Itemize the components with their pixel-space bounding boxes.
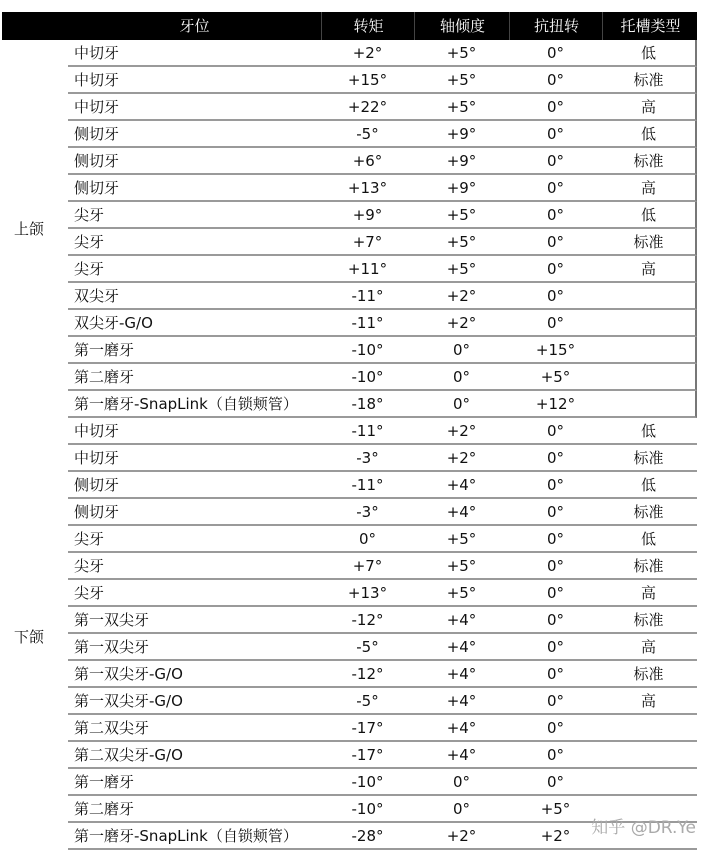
cell-torque: +13° [347, 179, 388, 197]
cell-slot-type: 低 [640, 476, 656, 494]
cell-rotation: 0° [546, 611, 565, 629]
table-row [68, 148, 697, 175]
cell-slot-type: 标准 [633, 665, 664, 683]
cell-rotation: 0° [546, 692, 565, 710]
cell-slot-type: 高 [640, 260, 656, 278]
table-row [68, 175, 697, 202]
cell-torque: -17° [351, 746, 384, 764]
cell-tip: 0° [452, 800, 471, 818]
cell-torque: +6° [352, 152, 383, 170]
cell-tip: +2° [446, 287, 477, 305]
cell-torque: -5° [356, 125, 379, 143]
cell-slot-type [602, 391, 695, 416]
cell-torque: +2° [352, 44, 383, 62]
table-row [68, 121, 697, 148]
cell-tooth: 尖牙 [74, 584, 105, 602]
cell-tip: +5° [446, 44, 477, 62]
cell-rotation: 0° [546, 44, 565, 62]
cell-tip: +4° [446, 638, 477, 656]
cell-rotation: 0° [546, 584, 565, 602]
cell-torque: -12° [351, 665, 384, 683]
cell-tooth: 尖牙 [74, 530, 105, 548]
cell-tooth: 第一磨牙-SnapLink（自锁颊管） [74, 395, 298, 413]
cell-tooth: 第一磨牙 [74, 341, 135, 359]
cell-torque: +9° [352, 206, 383, 224]
cell-slot-type: 低 [640, 530, 656, 548]
table-row [68, 364, 697, 391]
cell-tip: +2° [446, 449, 477, 467]
cell-tip: +4° [446, 746, 477, 764]
header-tooth: 牙位 [179, 17, 210, 35]
cell-tooth: 中切牙 [74, 98, 120, 116]
cell-tooth: 第二磨牙 [74, 368, 135, 386]
cell-slot-type: 高 [640, 692, 656, 710]
cell-tip: 0° [452, 395, 471, 413]
cell-rotation: 0° [546, 530, 565, 548]
table-row [68, 445, 697, 472]
cell-slot-type [602, 769, 695, 794]
table-row [68, 580, 697, 607]
cell-torque: -28° [351, 827, 384, 845]
cell-rotation: 0° [546, 557, 565, 575]
cell-tip: +9° [446, 125, 477, 143]
cell-torque: -10° [351, 341, 384, 359]
cell-tooth: 第二磨牙 [74, 800, 135, 818]
cell-rotation: 0° [546, 449, 565, 467]
header-slot-type: 托槽类型 [602, 12, 698, 40]
table-row [68, 256, 697, 283]
cell-tip: 0° [452, 773, 471, 791]
cell-tooth: 第二双尖牙-G/O [74, 746, 183, 764]
cell-tooth: 第一双尖牙-G/O [74, 692, 183, 710]
table-row [68, 715, 697, 742]
cell-slot-type: 标准 [633, 449, 664, 467]
cell-tooth: 第一磨牙-SnapLink（自锁颊管） [74, 827, 298, 845]
cell-tip: +5° [446, 260, 477, 278]
cell-rotation: 0° [546, 71, 565, 89]
cell-rotation: 0° [546, 260, 565, 278]
cell-torque: 0° [358, 530, 377, 548]
cell-tip: +4° [446, 692, 477, 710]
cell-torque: +15° [347, 71, 388, 89]
cell-rotation: 0° [546, 152, 565, 170]
table-row [68, 769, 697, 796]
table-row [68, 526, 697, 553]
cell-rotation: 0° [546, 638, 565, 656]
cell-tip: 0° [452, 341, 471, 359]
cell-tooth: 中切牙 [74, 44, 120, 62]
cell-tip: +2° [446, 314, 477, 332]
cell-tooth: 中切牙 [74, 449, 120, 467]
header-tip: 轴倾度 [414, 12, 510, 40]
cell-rotation: 0° [546, 125, 565, 143]
cell-tooth: 中切牙 [74, 71, 120, 89]
cell-rotation: +12° [535, 395, 576, 413]
cell-torque: +13° [347, 584, 388, 602]
table-row [68, 418, 697, 445]
cell-torque: -17° [351, 719, 384, 737]
cell-slot-type: 高 [640, 98, 656, 116]
cell-torque: -11° [351, 314, 384, 332]
cell-rotation: 0° [546, 179, 565, 197]
cell-tip: +5° [446, 71, 477, 89]
table-row [68, 661, 697, 688]
cell-torque: -11° [351, 476, 384, 494]
table-row [68, 553, 697, 580]
cell-torque: -12° [351, 611, 384, 629]
cell-rotation: +5° [540, 800, 571, 818]
cell-slot-type: 高 [640, 638, 656, 656]
cell-tip: +5° [446, 233, 477, 251]
cell-rotation: 0° [546, 503, 565, 521]
cell-torque: -3° [356, 503, 379, 521]
cell-tip: +5° [446, 206, 477, 224]
cell-torque: -18° [351, 395, 384, 413]
cell-rotation: 0° [546, 665, 565, 683]
cell-tooth: 尖牙 [74, 557, 105, 575]
cell-torque: -3° [356, 449, 379, 467]
cell-tip: +5° [446, 557, 477, 575]
table-row [68, 310, 697, 337]
cell-slot-type: 高 [640, 584, 656, 602]
cell-slot-type [602, 742, 695, 767]
cell-tooth: 侧切牙 [74, 152, 120, 170]
cell-torque: -11° [351, 287, 384, 305]
cell-slot-type: 标准 [633, 233, 664, 251]
header-rotation: 抗扭转 [509, 12, 603, 40]
cell-slot-type [602, 310, 695, 335]
cell-slot-type: 低 [640, 125, 656, 143]
cell-tooth: 第一双尖牙-G/O [74, 665, 183, 683]
watermark: 知乎 @DR.Ye [591, 818, 696, 838]
cell-tip: +2° [446, 827, 477, 845]
cell-tooth: 侧切牙 [74, 125, 120, 143]
cell-tip: +9° [446, 152, 477, 170]
cell-rotation: 0° [546, 773, 565, 791]
table-row [68, 94, 697, 121]
cell-torque: -11° [351, 422, 384, 440]
cell-slot-type: 高 [640, 179, 656, 197]
cell-torque: +11° [347, 260, 388, 278]
table-row [68, 472, 697, 499]
table-row [68, 742, 697, 769]
cell-tip: +2° [446, 422, 477, 440]
cell-tooth: 第一双尖牙 [74, 638, 150, 656]
cell-slot-type: 标准 [633, 557, 664, 575]
cell-torque: -5° [356, 638, 379, 656]
cell-torque: +22° [347, 98, 388, 116]
cell-rotation: +5° [540, 368, 571, 386]
cell-tooth: 双尖牙-G/O [74, 314, 153, 332]
cell-rotation: 0° [546, 719, 565, 737]
cell-tip: 0° [452, 368, 471, 386]
cell-torque: -10° [351, 368, 384, 386]
cell-rotation: 0° [546, 287, 565, 305]
cell-torque: -5° [356, 692, 379, 710]
cell-slot-type [602, 364, 695, 389]
cell-torque: -10° [351, 773, 384, 791]
cell-tip: +4° [446, 611, 477, 629]
table-row [68, 391, 697, 418]
cell-slot-type: 标准 [633, 611, 664, 629]
cell-slot-type: 标准 [633, 71, 664, 89]
cell-tooth: 第一双尖牙 [74, 611, 150, 629]
cell-tip: +4° [446, 665, 477, 683]
cell-slot-type: 低 [640, 422, 656, 440]
cell-tooth: 侧切牙 [74, 503, 120, 521]
cell-tip: +9° [446, 179, 477, 197]
table-header [2, 12, 697, 40]
cell-tooth: 侧切牙 [74, 179, 120, 197]
upper-jaw-label: 上颌 [14, 220, 45, 238]
cell-torque: +7° [352, 557, 383, 575]
table-row [68, 337, 697, 364]
cell-tip: +4° [446, 719, 477, 737]
cell-slot-type [602, 283, 695, 308]
cell-tip: +5° [446, 530, 477, 548]
table-row [68, 202, 697, 229]
cell-torque: -10° [351, 800, 384, 818]
lower-jaw-label: 下颌 [14, 628, 45, 646]
cell-tooth: 双尖牙 [74, 287, 120, 305]
table-row [68, 634, 697, 661]
cell-slot-type [602, 337, 695, 362]
table-row [68, 607, 697, 634]
cell-rotation: 0° [546, 98, 565, 116]
table-row [68, 688, 697, 715]
cell-slot-type: 低 [640, 44, 656, 62]
cell-tip: +4° [446, 476, 477, 494]
cell-tooth: 第二双尖牙 [74, 719, 150, 737]
cell-torque: +7° [352, 233, 383, 251]
cell-rotation: +2° [540, 827, 571, 845]
cell-tooth: 侧切牙 [74, 476, 120, 494]
cell-tooth: 尖牙 [74, 233, 105, 251]
cell-tooth: 尖牙 [74, 260, 105, 278]
cell-rotation: 0° [546, 422, 565, 440]
cell-rotation: 0° [546, 233, 565, 251]
cell-tip: +5° [446, 98, 477, 116]
cell-slot-type [602, 715, 695, 740]
cell-tooth: 中切牙 [74, 422, 120, 440]
table-row [68, 283, 697, 310]
cell-slot-type: 标准 [633, 503, 664, 521]
cell-tooth: 尖牙 [74, 206, 105, 224]
cell-tooth: 第一磨牙 [74, 773, 135, 791]
cell-rotation: 0° [546, 206, 565, 224]
header-torque: 转矩 [321, 12, 415, 40]
cell-rotation: +15° [535, 341, 576, 359]
cell-slot-type: 标准 [633, 152, 664, 170]
cell-slot-type: 低 [640, 206, 656, 224]
table-row [68, 67, 697, 94]
cell-rotation: 0° [546, 314, 565, 332]
cell-rotation: 0° [546, 476, 565, 494]
table-row [68, 499, 697, 526]
cell-tip: +5° [446, 584, 477, 602]
table-row [68, 229, 697, 256]
cell-tip: +4° [446, 503, 477, 521]
cell-rotation: 0° [546, 746, 565, 764]
table-row [68, 40, 697, 67]
